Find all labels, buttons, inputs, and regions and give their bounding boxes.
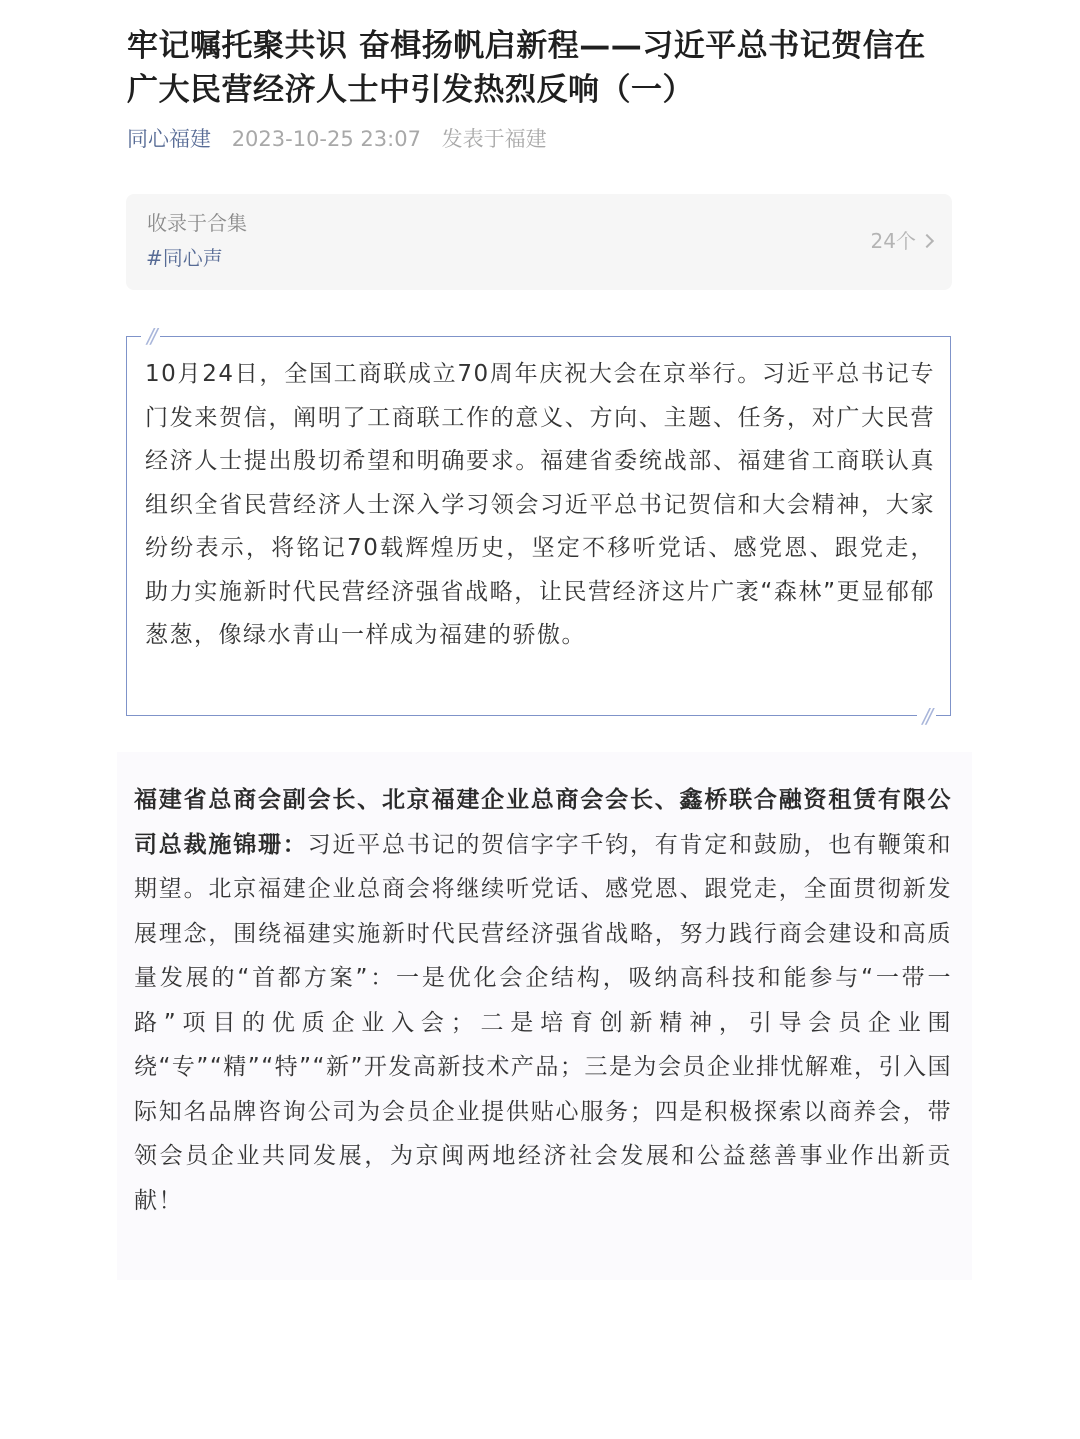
collection-count[interactable] xyxy=(871,226,932,256)
collection-card[interactable] xyxy=(126,194,952,290)
collection-count-text: 24个 xyxy=(870,229,916,253)
chevron-right-icon xyxy=(920,234,934,248)
article-meta xyxy=(127,124,547,154)
quote-body: 习近平总书记的贺信字字千钧，有肯定和鼓励，也有鞭策和期望。北京福建企业总商会将继续听党话、感党恩、跟党走，全面贯彻新发展理念，围绕福建实施新时代民营经济强省战略，努力践行商会建设和高质量发展的“首都方案”：一是优化会企结构，吸纳高科技和能参与“一带一路”项目的优质企业入会；二是培育创新精神，引导会员企业围绕“专”“精”“特”“新”开发高新技术产品；三是为会员企业排忧解难，引入国际知名品牌咨询公司为会员企业提供贴心服务；四是积极探索以商养会，带领会员企业共同发展，为京闽两地经济社会发展和公益慈善事业作出新贡献！ xyxy=(134,831,952,1214)
collection-tag-link[interactable]: #同心声 xyxy=(146,246,223,270)
slash-decoration-icon: // xyxy=(141,326,160,346)
article-title: 牢记嘱托聚共识 奋楫扬帆启新程——习近平总书记贺信在广大民营经济人士中引发热烈反响（一） xyxy=(127,28,926,108)
quote-paragraph xyxy=(134,778,952,1223)
intro-paragraph: 10月24日，全国工商联成立70周年庆祝大会在京举行。习近平总书记专门发来贺信，阐明了工商联工作的意义、方向、主题、任务，对广大民营经济人士提出殷切希望和明确要求。福建省委统战部、福建省工商联认真组织全省民营经济人士深入学习领会习近平总书记贺信和大会精神，大家纷纷表示，将铭记70载辉煌历史，坚定不移听党话、感党恩、跟党走，助力实施新时代民营经济强省战略，让民营经济这片广袤“森林”更显郁郁葱葱，像绿水青山一样成为福建的骄傲。 xyxy=(145,361,935,648)
quote-speaker: 福建省总商会副会长、北京福建企业总商会会长、鑫桥联合融资租赁有限公司总裁施锦珊： xyxy=(134,787,952,858)
collection-label: 收录于合集 xyxy=(147,211,247,235)
slash-decoration-icon: // xyxy=(917,706,936,726)
publish-location: 发表于福建 xyxy=(441,127,547,151)
publish-time: 2023-10-25 23:07 xyxy=(231,127,421,151)
account-name-link[interactable]: 同心福建 xyxy=(127,127,211,151)
quote-section xyxy=(117,752,972,1280)
intro-box xyxy=(126,324,951,728)
